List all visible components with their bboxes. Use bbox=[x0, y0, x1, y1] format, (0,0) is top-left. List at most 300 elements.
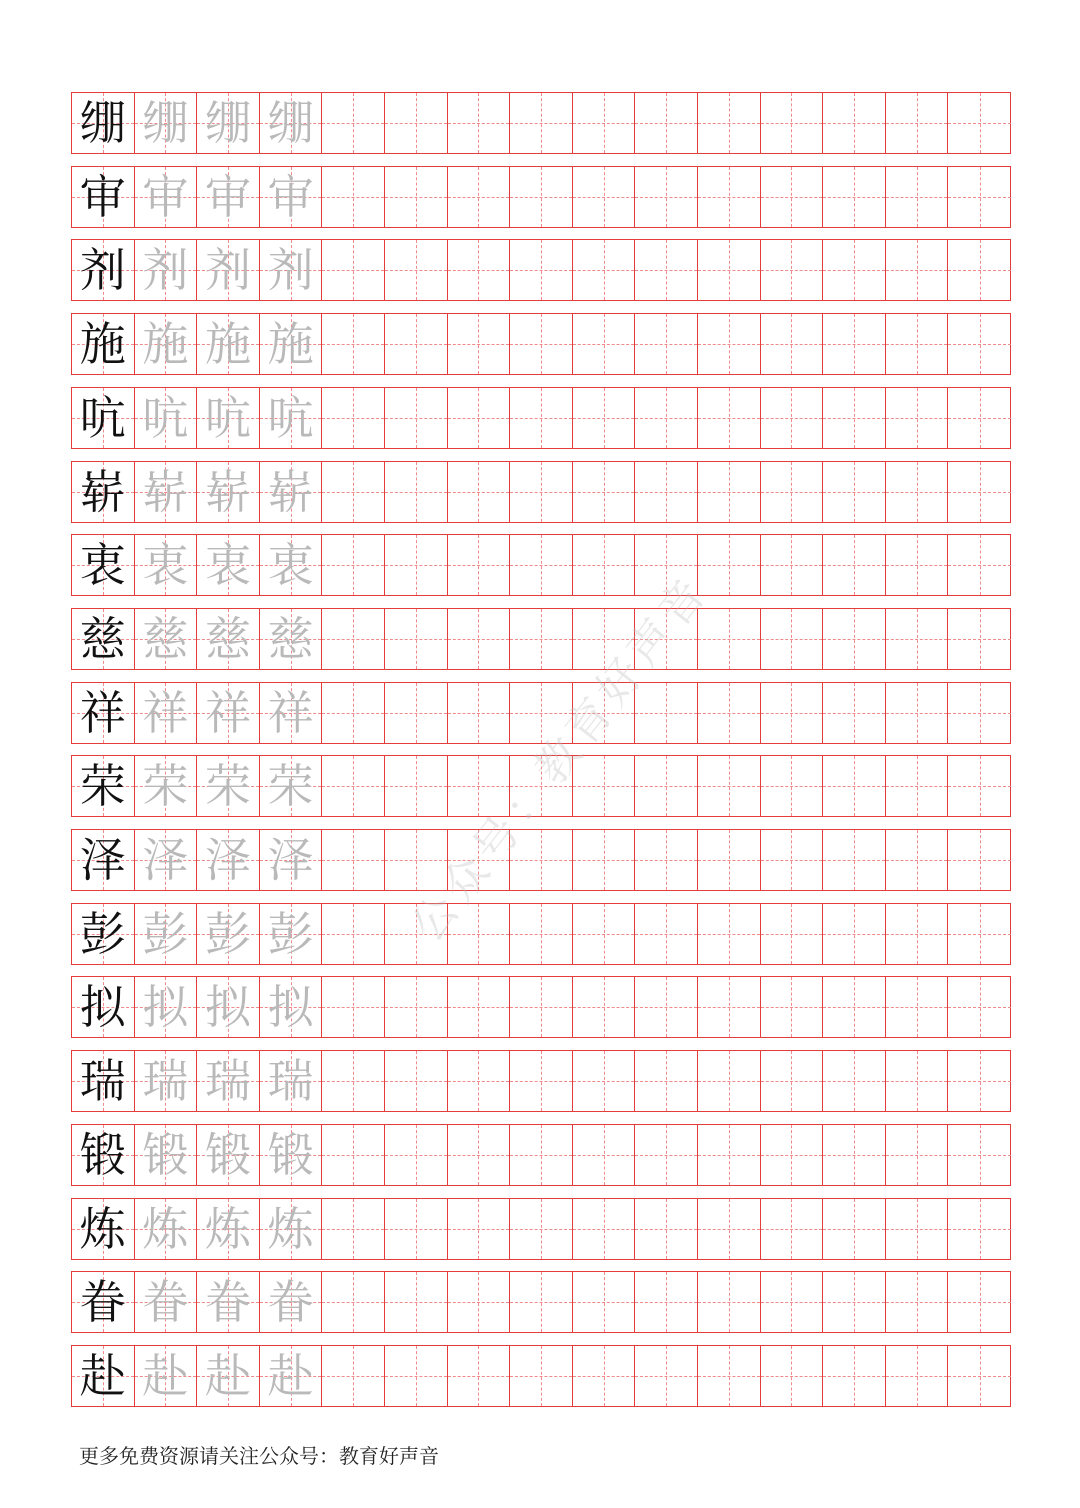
blank-cell bbox=[698, 977, 761, 1037]
blank-cell bbox=[886, 1051, 949, 1111]
practice-row bbox=[71, 1271, 1011, 1333]
trace-character: 瑞 bbox=[204, 1054, 251, 1109]
footer-text: 更多免费资源请关注公众号：教育好声音 bbox=[79, 1444, 439, 1468]
trace-cell bbox=[197, 462, 260, 522]
blank-cell bbox=[886, 1272, 949, 1332]
blank-cell bbox=[635, 1125, 698, 1185]
trace-cell bbox=[197, 388, 260, 448]
blank-cell bbox=[761, 1051, 824, 1111]
blank-cell bbox=[448, 462, 511, 522]
practice-row bbox=[71, 608, 1011, 670]
trace-character: 祥 bbox=[142, 685, 189, 740]
blank-cell bbox=[573, 167, 636, 227]
blank-cell bbox=[761, 609, 824, 669]
blank-cell bbox=[573, 904, 636, 964]
blank-cell bbox=[886, 756, 949, 816]
blank-cell bbox=[510, 535, 573, 595]
trace-cell bbox=[197, 1272, 260, 1332]
blank-cell bbox=[698, 683, 761, 743]
model-cell bbox=[72, 93, 135, 153]
trace-cell bbox=[197, 756, 260, 816]
blank-cell bbox=[322, 756, 385, 816]
blank-cell bbox=[510, 977, 573, 1037]
blank-cell bbox=[385, 93, 448, 153]
model-cell bbox=[72, 830, 135, 890]
blank-cell bbox=[698, 167, 761, 227]
practice-row bbox=[71, 1345, 1011, 1407]
trace-character: 赴 bbox=[267, 1348, 314, 1403]
blank-cell bbox=[886, 683, 949, 743]
blank-cell bbox=[948, 977, 1011, 1037]
blank-cell bbox=[510, 1346, 573, 1406]
blank-cell bbox=[698, 1051, 761, 1111]
blank-cell bbox=[510, 1125, 573, 1185]
blank-cell bbox=[510, 1272, 573, 1332]
blank-cell bbox=[761, 1125, 824, 1185]
blank-cell bbox=[510, 1051, 573, 1111]
blank-cell bbox=[573, 1051, 636, 1111]
blank-cell bbox=[761, 535, 824, 595]
trace-character: 眷 bbox=[142, 1275, 189, 1330]
blank-cell bbox=[823, 1051, 886, 1111]
blank-cell bbox=[385, 609, 448, 669]
trace-character: 衷 bbox=[267, 538, 314, 593]
trace-cell bbox=[260, 977, 323, 1037]
blank-cell bbox=[510, 167, 573, 227]
blank-cell bbox=[823, 388, 886, 448]
trace-cell bbox=[135, 904, 198, 964]
blank-cell bbox=[448, 314, 511, 374]
blank-cell bbox=[948, 1272, 1011, 1332]
blank-cell bbox=[886, 1199, 949, 1259]
model-character: 崭 bbox=[79, 464, 126, 519]
trace-character: 绷 bbox=[204, 96, 251, 150]
trace-cell bbox=[197, 1346, 260, 1406]
trace-cell bbox=[135, 977, 198, 1037]
blank-cell bbox=[385, 167, 448, 227]
blank-cell bbox=[886, 388, 949, 448]
blank-cell bbox=[886, 167, 949, 227]
blank-cell bbox=[510, 904, 573, 964]
blank-cell bbox=[823, 1272, 886, 1332]
blank-cell bbox=[573, 1346, 636, 1406]
trace-cell bbox=[260, 535, 323, 595]
blank-cell bbox=[823, 1125, 886, 1185]
blank-cell bbox=[322, 904, 385, 964]
trace-cell bbox=[260, 1346, 323, 1406]
blank-cell bbox=[761, 1199, 824, 1259]
trace-character: 衷 bbox=[204, 538, 251, 593]
blank-cell bbox=[698, 240, 761, 300]
blank-cell bbox=[761, 167, 824, 227]
trace-cell bbox=[135, 167, 198, 227]
trace-character: 锻 bbox=[142, 1127, 189, 1182]
trace-character: 剂 bbox=[204, 243, 251, 298]
trace-cell bbox=[135, 830, 198, 890]
blank-cell bbox=[448, 240, 511, 300]
blank-cell bbox=[322, 977, 385, 1037]
blank-cell bbox=[761, 388, 824, 448]
trace-character: 荣 bbox=[204, 759, 251, 814]
model-cell bbox=[72, 388, 135, 448]
blank-cell bbox=[886, 93, 949, 153]
trace-cell bbox=[260, 240, 323, 300]
model-character: 剂 bbox=[79, 243, 126, 298]
blank-cell bbox=[635, 1346, 698, 1406]
blank-cell bbox=[698, 1199, 761, 1259]
trace-cell bbox=[197, 683, 260, 743]
trace-cell bbox=[135, 756, 198, 816]
trace-character: 施 bbox=[267, 317, 314, 372]
trace-cell bbox=[260, 756, 323, 816]
blank-cell bbox=[886, 462, 949, 522]
blank-cell bbox=[635, 977, 698, 1037]
trace-character: 赴 bbox=[204, 1348, 251, 1403]
blank-cell bbox=[823, 240, 886, 300]
practice-row bbox=[71, 976, 1011, 1038]
trace-cell bbox=[260, 683, 323, 743]
trace-cell bbox=[260, 462, 323, 522]
practice-row bbox=[71, 92, 1011, 154]
blank-cell bbox=[823, 830, 886, 890]
blank-cell bbox=[761, 93, 824, 153]
blank-cell bbox=[510, 462, 573, 522]
practice-row bbox=[71, 1124, 1011, 1186]
blank-cell bbox=[322, 314, 385, 374]
model-cell bbox=[72, 1051, 135, 1111]
blank-cell bbox=[448, 683, 511, 743]
trace-cell bbox=[197, 1199, 260, 1259]
blank-cell bbox=[385, 683, 448, 743]
blank-cell bbox=[698, 830, 761, 890]
trace-cell bbox=[135, 683, 198, 743]
blank-cell bbox=[823, 609, 886, 669]
model-cell bbox=[72, 240, 135, 300]
blank-cell bbox=[761, 977, 824, 1037]
blank-cell bbox=[948, 240, 1011, 300]
model-character: 彭 bbox=[79, 906, 126, 961]
blank-cell bbox=[761, 240, 824, 300]
blank-cell bbox=[448, 1125, 511, 1185]
trace-character: 荣 bbox=[142, 759, 189, 814]
trace-character: 吭 bbox=[142, 390, 189, 445]
blank-cell bbox=[573, 93, 636, 153]
blank-cell bbox=[322, 93, 385, 153]
blank-cell bbox=[761, 683, 824, 743]
blank-cell bbox=[948, 388, 1011, 448]
blank-cell bbox=[385, 756, 448, 816]
blank-cell bbox=[385, 462, 448, 522]
trace-cell bbox=[135, 1051, 198, 1111]
blank-cell bbox=[886, 830, 949, 890]
model-cell bbox=[72, 314, 135, 374]
blank-cell bbox=[886, 977, 949, 1037]
blank-cell bbox=[573, 977, 636, 1037]
trace-character: 拟 bbox=[267, 980, 314, 1035]
blank-cell bbox=[635, 314, 698, 374]
trace-character: 崭 bbox=[267, 464, 314, 519]
model-cell bbox=[72, 683, 135, 743]
trace-cell bbox=[135, 535, 198, 595]
trace-character: 炼 bbox=[204, 1201, 251, 1256]
trace-character: 绷 bbox=[142, 96, 189, 150]
blank-cell bbox=[948, 683, 1011, 743]
blank-cell bbox=[385, 535, 448, 595]
trace-character: 绷 bbox=[267, 96, 314, 150]
model-character: 泽 bbox=[79, 833, 126, 887]
model-cell bbox=[72, 1199, 135, 1259]
blank-cell bbox=[886, 1125, 949, 1185]
trace-character: 彭 bbox=[204, 906, 251, 961]
practice-row bbox=[71, 1050, 1011, 1112]
blank-cell bbox=[635, 1051, 698, 1111]
blank-cell bbox=[635, 830, 698, 890]
model-cell bbox=[72, 1346, 135, 1406]
blank-cell bbox=[448, 609, 511, 669]
trace-character: 炼 bbox=[267, 1201, 314, 1256]
trace-cell bbox=[197, 167, 260, 227]
trace-character: 吭 bbox=[267, 390, 314, 445]
model-character: 施 bbox=[79, 317, 126, 372]
blank-cell bbox=[948, 314, 1011, 374]
model-character: 赴 bbox=[79, 1348, 126, 1403]
model-character: 锻 bbox=[79, 1127, 126, 1182]
trace-cell bbox=[197, 1051, 260, 1111]
blank-cell bbox=[322, 830, 385, 890]
trace-character: 拟 bbox=[204, 980, 251, 1035]
trace-character: 炼 bbox=[142, 1201, 189, 1256]
model-character: 炼 bbox=[79, 1201, 126, 1256]
practice-row bbox=[71, 534, 1011, 596]
trace-cell bbox=[260, 830, 323, 890]
trace-cell bbox=[260, 388, 323, 448]
model-character: 审 bbox=[79, 169, 126, 224]
trace-cell bbox=[197, 240, 260, 300]
blank-cell bbox=[635, 462, 698, 522]
blank-cell bbox=[698, 756, 761, 816]
trace-character: 施 bbox=[204, 317, 251, 372]
trace-cell bbox=[197, 977, 260, 1037]
trace-character: 审 bbox=[142, 169, 189, 224]
blank-cell bbox=[635, 388, 698, 448]
trace-cell bbox=[197, 93, 260, 153]
blank-cell bbox=[698, 609, 761, 669]
blank-cell bbox=[823, 1199, 886, 1259]
trace-cell bbox=[260, 609, 323, 669]
blank-cell bbox=[761, 756, 824, 816]
blank-cell bbox=[823, 314, 886, 374]
blank-cell bbox=[948, 535, 1011, 595]
blank-cell bbox=[510, 388, 573, 448]
trace-character: 剂 bbox=[267, 243, 314, 298]
model-cell bbox=[72, 756, 135, 816]
trace-cell bbox=[197, 904, 260, 964]
blank-cell bbox=[823, 683, 886, 743]
practice-row bbox=[71, 313, 1011, 375]
trace-character: 泽 bbox=[142, 833, 189, 887]
blank-cell bbox=[948, 462, 1011, 522]
trace-cell bbox=[260, 1051, 323, 1111]
blank-cell bbox=[510, 1199, 573, 1259]
blank-cell bbox=[635, 1272, 698, 1332]
blank-cell bbox=[385, 388, 448, 448]
model-character: 荣 bbox=[79, 759, 126, 814]
practice-row bbox=[71, 1198, 1011, 1260]
blank-cell bbox=[823, 167, 886, 227]
blank-cell bbox=[948, 609, 1011, 669]
model-character: 慈 bbox=[79, 611, 126, 666]
blank-cell bbox=[761, 1346, 824, 1406]
trace-character: 彭 bbox=[267, 906, 314, 961]
blank-cell bbox=[635, 167, 698, 227]
blank-cell bbox=[573, 1125, 636, 1185]
blank-cell bbox=[761, 314, 824, 374]
blank-cell bbox=[948, 1199, 1011, 1259]
blank-cell bbox=[322, 462, 385, 522]
blank-cell bbox=[385, 1051, 448, 1111]
blank-cell bbox=[385, 1125, 448, 1185]
blank-cell bbox=[823, 535, 886, 595]
trace-cell bbox=[135, 240, 198, 300]
blank-cell bbox=[322, 1346, 385, 1406]
blank-cell bbox=[322, 609, 385, 669]
blank-cell bbox=[573, 240, 636, 300]
practice-row bbox=[71, 903, 1011, 965]
blank-cell bbox=[573, 830, 636, 890]
blank-cell bbox=[322, 388, 385, 448]
blank-cell bbox=[385, 240, 448, 300]
trace-cell bbox=[135, 1272, 198, 1332]
trace-character: 泽 bbox=[267, 833, 314, 887]
blank-cell bbox=[698, 462, 761, 522]
trace-character: 审 bbox=[267, 169, 314, 224]
blank-cell bbox=[385, 1199, 448, 1259]
blank-cell bbox=[635, 93, 698, 153]
practice-row bbox=[71, 166, 1011, 228]
blank-cell bbox=[448, 977, 511, 1037]
trace-cell bbox=[135, 1346, 198, 1406]
blank-cell bbox=[385, 1346, 448, 1406]
blank-cell bbox=[761, 1272, 824, 1332]
trace-cell bbox=[197, 830, 260, 890]
model-character: 瑞 bbox=[79, 1054, 126, 1109]
trace-character: 吭 bbox=[204, 390, 251, 445]
trace-cell bbox=[197, 609, 260, 669]
blank-cell bbox=[823, 462, 886, 522]
blank-cell bbox=[385, 1272, 448, 1332]
model-cell bbox=[72, 977, 135, 1037]
blank-cell bbox=[948, 756, 1011, 816]
trace-cell bbox=[260, 314, 323, 374]
practice-row bbox=[71, 239, 1011, 301]
trace-cell bbox=[260, 1125, 323, 1185]
practice-row bbox=[71, 387, 1011, 449]
trace-character: 崭 bbox=[142, 464, 189, 519]
blank-cell bbox=[448, 1199, 511, 1259]
model-character: 绷 bbox=[79, 96, 126, 150]
model-cell bbox=[72, 167, 135, 227]
blank-cell bbox=[322, 240, 385, 300]
trace-character: 慈 bbox=[142, 611, 189, 666]
blank-cell bbox=[886, 314, 949, 374]
model-character: 祥 bbox=[79, 685, 126, 740]
blank-cell bbox=[448, 93, 511, 153]
blank-cell bbox=[573, 1199, 636, 1259]
watermark: 公众号：教育好声音 bbox=[401, 565, 720, 952]
model-cell bbox=[72, 535, 135, 595]
blank-cell bbox=[948, 1051, 1011, 1111]
model-cell bbox=[72, 1272, 135, 1332]
model-cell bbox=[72, 1125, 135, 1185]
blank-cell bbox=[886, 535, 949, 595]
blank-cell bbox=[573, 388, 636, 448]
model-cell bbox=[72, 904, 135, 964]
trace-character: 瑞 bbox=[142, 1054, 189, 1109]
blank-cell bbox=[635, 1199, 698, 1259]
blank-cell bbox=[448, 1272, 511, 1332]
trace-character: 眷 bbox=[267, 1275, 314, 1330]
model-character: 衷 bbox=[79, 538, 126, 593]
trace-character: 剂 bbox=[142, 243, 189, 298]
model-cell bbox=[72, 462, 135, 522]
trace-character: 荣 bbox=[267, 759, 314, 814]
blank-cell bbox=[948, 167, 1011, 227]
trace-character: 审 bbox=[204, 169, 251, 224]
trace-cell bbox=[260, 167, 323, 227]
blank-cell bbox=[448, 388, 511, 448]
blank-cell bbox=[573, 314, 636, 374]
blank-cell bbox=[823, 904, 886, 964]
blank-cell bbox=[948, 1125, 1011, 1185]
trace-character: 祥 bbox=[204, 685, 251, 740]
trace-character: 崭 bbox=[204, 464, 251, 519]
blank-cell bbox=[886, 1346, 949, 1406]
blank-cell bbox=[322, 1051, 385, 1111]
blank-cell bbox=[322, 535, 385, 595]
blank-cell bbox=[322, 1125, 385, 1185]
trace-character: 慈 bbox=[204, 611, 251, 666]
blank-cell bbox=[886, 240, 949, 300]
trace-cell bbox=[135, 462, 198, 522]
trace-character: 锻 bbox=[267, 1127, 314, 1182]
blank-cell bbox=[385, 977, 448, 1037]
blank-cell bbox=[698, 1125, 761, 1185]
blank-cell bbox=[698, 1272, 761, 1332]
blank-cell bbox=[385, 314, 448, 374]
blank-cell bbox=[573, 462, 636, 522]
blank-cell bbox=[698, 1346, 761, 1406]
blank-cell bbox=[573, 535, 636, 595]
trace-character: 施 bbox=[142, 317, 189, 372]
model-character: 吭 bbox=[79, 390, 126, 445]
trace-cell bbox=[135, 1125, 198, 1185]
model-character: 眷 bbox=[79, 1275, 126, 1330]
trace-cell bbox=[260, 904, 323, 964]
blank-cell bbox=[761, 830, 824, 890]
blank-cell bbox=[322, 1272, 385, 1332]
blank-cell bbox=[635, 240, 698, 300]
trace-cell bbox=[135, 314, 198, 374]
blank-cell bbox=[761, 462, 824, 522]
trace-character: 赴 bbox=[142, 1348, 189, 1403]
trace-cell bbox=[135, 1199, 198, 1259]
blank-cell bbox=[948, 904, 1011, 964]
blank-cell bbox=[510, 609, 573, 669]
trace-character: 衷 bbox=[142, 538, 189, 593]
blank-cell bbox=[823, 1346, 886, 1406]
model-cell bbox=[72, 609, 135, 669]
blank-cell bbox=[573, 1272, 636, 1332]
